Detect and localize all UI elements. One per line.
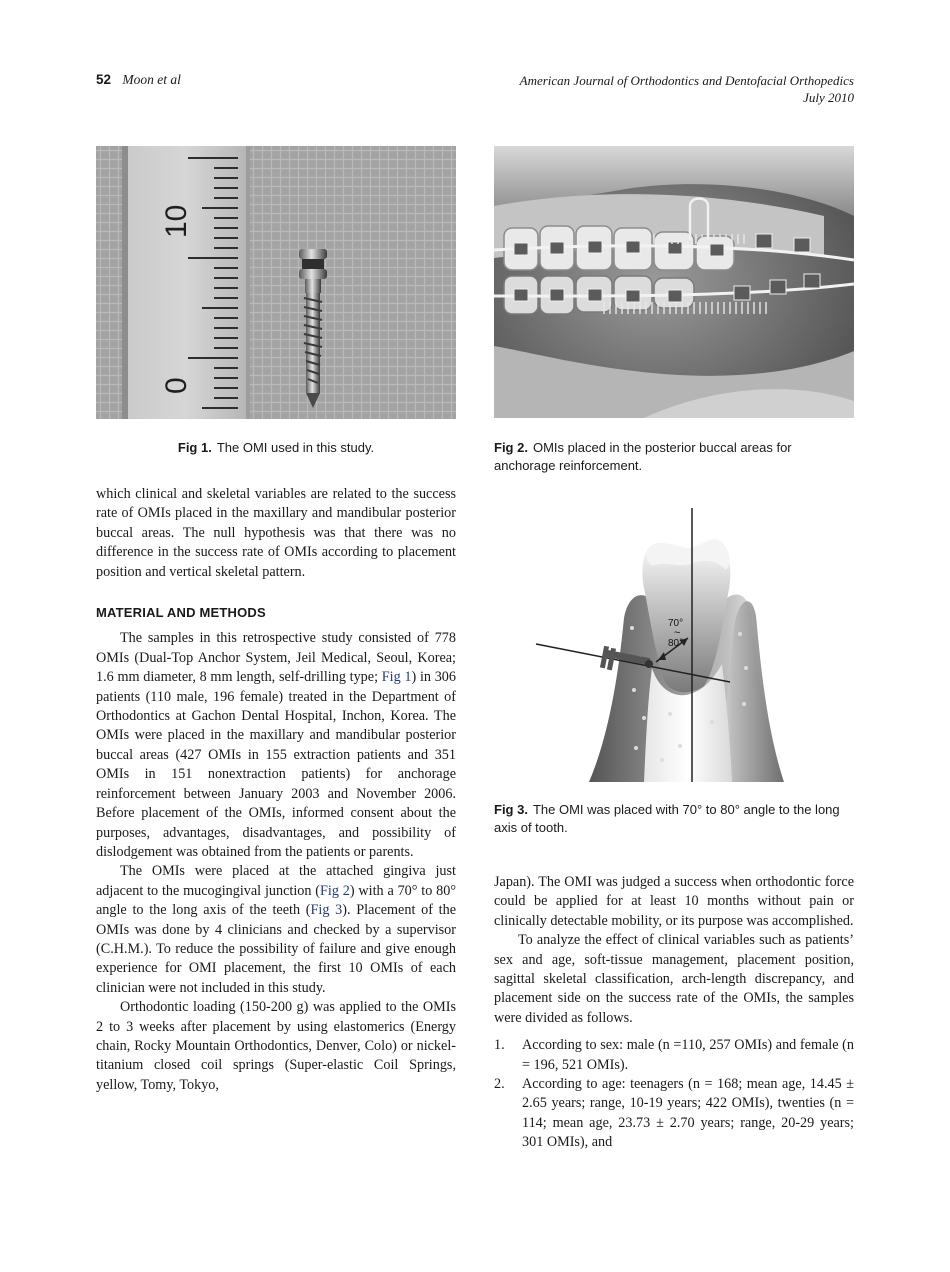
figure-1-image	[96, 146, 456, 419]
grouping-list	[494, 1036, 854, 1152]
running-header-left	[96, 72, 181, 88]
running-authors: Moon et al	[122, 72, 181, 87]
figure-1-caption-text: The OMI used in this study.	[216, 440, 375, 455]
running-header-right	[520, 72, 854, 106]
methods-paragraph-2	[96, 862, 456, 998]
angle-label-top: 70°	[668, 618, 684, 629]
fig-2-link[interactable]: Fig 2	[320, 882, 350, 899]
methods-paragraph-1	[96, 629, 456, 862]
list-item-text: According to age: teenagers (n = 168; mean age, 14.45 ± 2.65 years; range, 10-19 years; 422 OMIs), twenties (n = 114; mean age, 23.73 ± 2.70 years; range, 20-29 years; 301 OMIs), and	[522, 1076, 854, 1151]
right-column	[494, 873, 854, 1153]
methods-paragraph-3: Orthodontic loading (150-200 g) was applied to the OMIs 2 to 3 weeks after placement by using elastomerics (Energy chain, Rocky Mountain Orthodontics, Denver, Colo) or nickel-titanium closed coil springs (Super-elastic Coil Springs, yellow, Tomy, Tokyo,	[96, 999, 456, 1093]
figure-3-diagram	[494, 508, 854, 782]
figure-2-label: Fig 2.	[494, 440, 528, 455]
figure-3-caption-text: The OMI was placed with 70° to 80° angle to the long axis of tooth.	[494, 802, 840, 835]
section-heading: MATERIAL AND METHODS	[96, 605, 266, 621]
intro-paragraph: which clinical and skeletal variables are related to the success rate of OMIs placed in the maxillary and mandibular posterior buccal areas. The null hypothesis was that there was no difference in the success rate of OMIs according to placement position and vertical skeletal pattern.	[96, 486, 456, 580]
list-item	[494, 1075, 854, 1153]
list-item-text: According to sex: male (n =110, 257 OMIs) and female (n = 196, 521 OMIs).	[522, 1037, 854, 1073]
figure-2-caption	[494, 439, 854, 475]
angle-label-bottom: 80°	[668, 638, 684, 649]
methods-p2-text-b: ) with a 70° to 80° angle to the long axis of the teeth (	[96, 882, 456, 919]
figure-3-label: Fig 3.	[494, 802, 528, 817]
left-column	[96, 485, 456, 1095]
methods-p2-text-c: ). Placement of the OMIs was done by 4 clinicians and checked by a supervisor (C.H.M.). To reduce the possibility of failure and give enough experience for OMI placement, the first 10 OMIs of each clinician were not included in this study.	[96, 902, 457, 996]
list-item	[494, 1036, 854, 1075]
figure-3-caption	[494, 801, 854, 837]
fig-3-link[interactable]: Fig 3	[310, 902, 343, 919]
issue-date: July 2010	[803, 90, 854, 105]
figure-1-caption	[96, 439, 456, 457]
figure-2-image	[494, 146, 854, 418]
methods-p1-text-b: ) in 306 patients (110 male, 196 female) treated in the Department of Orthodontics at Gachon Dental Hospital, Inchon, Korea. The OMIs were placed in the maxillary and mandibular posterior buccal areas (427 OMIs in 155 extraction patients and 351 OMIs in 151 nonextraction patients) for anchorage reinforcement between January 2003 and November 2006. Before placement of the OMIs, informed consent about the purposes, advantages, disadvantages, and possibility of dislodgement was obtained from the patients or parents.	[96, 669, 456, 860]
ruler-mark-0: 0	[160, 377, 193, 394]
methods-p1-text-a: The samples in this retrospective study consisted of 778 OMIs (Dual-Top Anchor System, Jeil Medical, Seoul, Korea; 1.6 mm diameter, 8 mm length, self-drilling type;	[96, 630, 456, 686]
fig-1-link[interactable]: Fig 1	[381, 669, 412, 686]
methods-p2-text-a: The OMIs were placed at the attached gingiva just adjacent to the mucogingival junction (	[96, 863, 456, 899]
list-number: 2.	[494, 1076, 505, 1093]
grouping-paragraph: To analyze the effect of clinical variables such as patients’ sex and age, soft-tissue management, placement position, sagittal skeletal classification, arch-length discrepancy, and placement side on the success rate of the OMIs, the samples were divided as follows.	[494, 932, 854, 1026]
angle-label-tilde: ~	[674, 627, 681, 639]
ruler-mark-10: 10	[160, 204, 193, 238]
page-number: 52	[96, 72, 112, 87]
journal-title: American Journal of Orthodontics and Dentofacial Orthopedics	[519, 73, 854, 88]
success-criteria-paragraph: Japan). The OMI was judged a success when orthodontic force could be applied for at least 10 months without pain or clinically detectable mobility, or its purpose was accomplished.	[494, 874, 854, 929]
figure-2-caption-text: OMIs placed in the posterior buccal areas for anchorage reinforcement.	[494, 440, 792, 473]
list-number: 1.	[494, 1037, 505, 1054]
figure-1-label: Fig 1.	[177, 440, 212, 455]
